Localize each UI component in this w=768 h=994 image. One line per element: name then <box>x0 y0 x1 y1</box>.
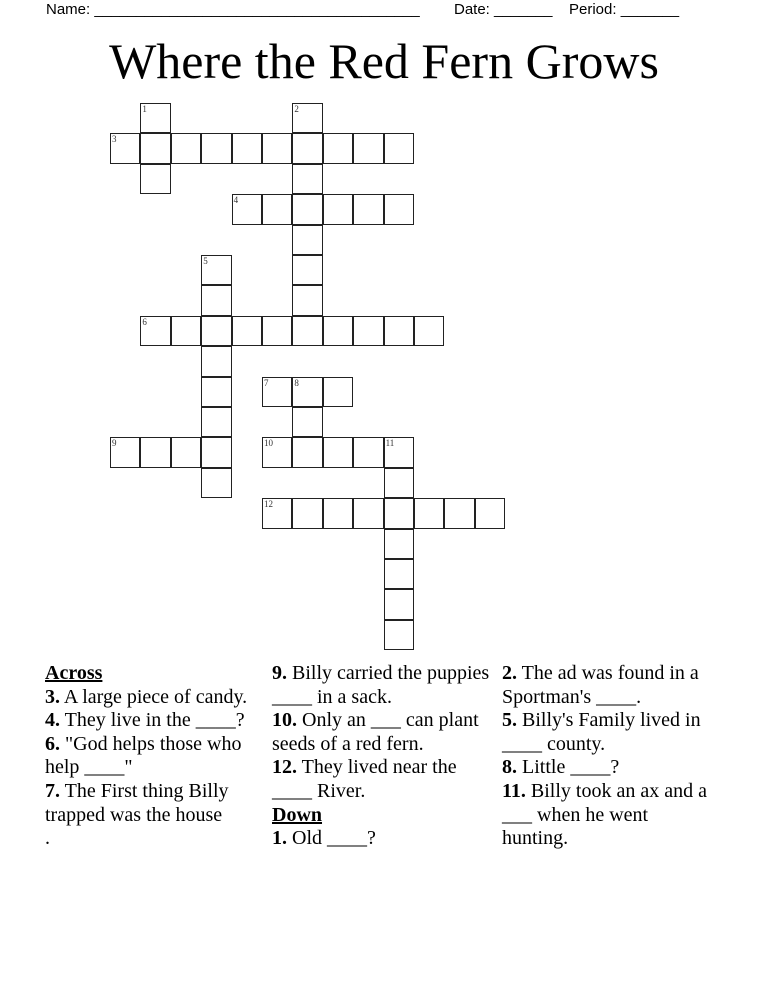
clue-across-6: 6. "God helps those who help ____" <box>45 732 247 779</box>
grid-cell[interactable] <box>384 529 414 559</box>
grid-cell[interactable] <box>201 346 231 376</box>
clue-down-5: 5. Billy's Family lived in ____ county. <box>502 709 706 755</box>
grid-cell[interactable] <box>262 498 292 528</box>
grid-cell[interactable] <box>232 316 262 346</box>
clue-number: 1 <box>142 104 147 114</box>
grid-cell[interactable] <box>201 285 231 315</box>
clue-across-4: 4. They live in the ____? <box>45 709 245 732</box>
grid-cell[interactable] <box>262 377 292 407</box>
grid-cell[interactable] <box>353 316 383 346</box>
grid-cell[interactable] <box>292 498 322 528</box>
clue-down-8: 8. Little ____? <box>502 756 620 779</box>
down-heading: Down <box>272 803 323 826</box>
grid-cell[interactable] <box>171 316 201 346</box>
grid-cell[interactable] <box>201 407 231 437</box>
grid-cell[interactable] <box>353 133 383 163</box>
clue-number: 12 <box>264 499 273 510</box>
grid-cell[interactable] <box>262 437 292 467</box>
clue-across-7: 7. The First thing Billy trapped was the house . <box>45 779 263 850</box>
grid-cell[interactable] <box>201 437 231 467</box>
clues-column-3 <box>502 662 712 851</box>
clue-number: 10 <box>264 438 273 449</box>
grid-cell[interactable] <box>444 498 474 528</box>
grid-cell[interactable] <box>384 437 414 467</box>
grid-cell[interactable] <box>201 468 231 498</box>
period-field-label: Period: _______ <box>569 1 680 18</box>
grid-cell[interactable] <box>140 437 170 467</box>
grid-cell[interactable] <box>323 498 353 528</box>
grid-cell[interactable] <box>323 437 353 467</box>
grid-cell[interactable] <box>262 316 292 346</box>
clue-number: 7 <box>264 377 269 388</box>
grid-cell[interactable] <box>475 498 505 528</box>
grid-cell[interactable] <box>201 377 231 407</box>
grid-cell[interactable] <box>414 316 444 346</box>
clue-across-3: 3. A large piece of candy. <box>45 685 248 708</box>
grid-cell[interactable] <box>140 133 170 163</box>
grid-cell[interactable] <box>292 255 322 285</box>
grid-cell[interactable] <box>414 498 444 528</box>
grid-cell[interactable] <box>171 133 201 163</box>
grid-cell[interactable] <box>323 194 353 224</box>
grid-cell[interactable] <box>201 316 231 346</box>
grid-cell[interactable] <box>323 316 353 346</box>
grid-cell[interactable] <box>384 468 414 498</box>
clue-across-10: 10. Only an ___ can plant seeds of a red fern. <box>272 709 484 755</box>
grid-cell[interactable] <box>384 316 414 346</box>
grid-cell[interactable] <box>262 133 292 163</box>
grid-cell[interactable] <box>140 316 170 346</box>
grid-cell[interactable] <box>292 164 322 194</box>
clue-across-9: 9. Billy carried the puppies ____ in a sack. <box>272 662 495 708</box>
grid-cell[interactable] <box>292 316 322 346</box>
across-heading: Across <box>45 662 103 684</box>
grid-cell[interactable] <box>292 407 322 437</box>
clue-number: 6 <box>142 316 147 327</box>
grid-cell[interactable] <box>323 377 353 407</box>
clue-number: 11 <box>385 438 395 449</box>
grid-cell[interactable] <box>232 194 262 224</box>
clue-down-11: 11. Billy took an ax and a ___ when he went hunting. <box>502 779 712 850</box>
grid-cell[interactable] <box>262 194 292 224</box>
grid-cell[interactable] <box>171 437 201 467</box>
grid-cell[interactable] <box>384 498 414 528</box>
grid-cell[interactable] <box>292 133 322 163</box>
grid-cell[interactable] <box>384 559 414 589</box>
clues-column-1 <box>45 662 263 851</box>
name-field-label: Name: _______________________________________ <box>46 1 420 18</box>
grid-cell[interactable] <box>384 620 414 650</box>
grid-cell[interactable] <box>384 589 414 619</box>
grid-cell[interactable] <box>292 437 322 467</box>
grid-cell[interactable] <box>384 133 414 163</box>
grid-cell[interactable] <box>110 133 140 163</box>
grid-cell[interactable] <box>353 498 383 528</box>
clue-number: 9 <box>112 438 117 449</box>
grid-cell[interactable] <box>201 133 231 163</box>
grid-cell[interactable] <box>232 133 262 163</box>
page-title: Where the Red Fern Grows <box>109 33 659 89</box>
grid-cell[interactable] <box>323 133 353 163</box>
clues-column-2 <box>272 662 497 851</box>
clue-down-2: 2. The ad was found in a Sportman's ____. <box>502 662 704 708</box>
grid-cell[interactable] <box>292 377 322 407</box>
grid-cell[interactable] <box>292 225 322 255</box>
grid-cell[interactable] <box>292 103 322 133</box>
clue-number: 2 <box>294 104 299 114</box>
grid-cell[interactable] <box>140 103 170 133</box>
grid-cell[interactable] <box>140 164 170 194</box>
clue-down-1: 1. Old ____? <box>272 827 376 850</box>
clue-number: 4 <box>233 195 239 206</box>
clue-across-12: 12. They lived near the ____ River. <box>272 756 462 802</box>
clue-number: 3 <box>112 134 117 145</box>
grid-cell[interactable] <box>201 255 231 285</box>
grid-cell[interactable] <box>353 437 383 467</box>
grid-cell[interactable] <box>384 194 414 224</box>
grid-cell[interactable] <box>353 194 383 224</box>
clue-number: 5 <box>203 256 208 266</box>
grid-cell[interactable] <box>292 194 322 224</box>
grid-cell[interactable] <box>292 285 322 315</box>
clue-number: 8 <box>294 377 299 388</box>
grid-cell[interactable] <box>110 437 140 467</box>
date-field-label: Date: _______ <box>454 1 553 18</box>
